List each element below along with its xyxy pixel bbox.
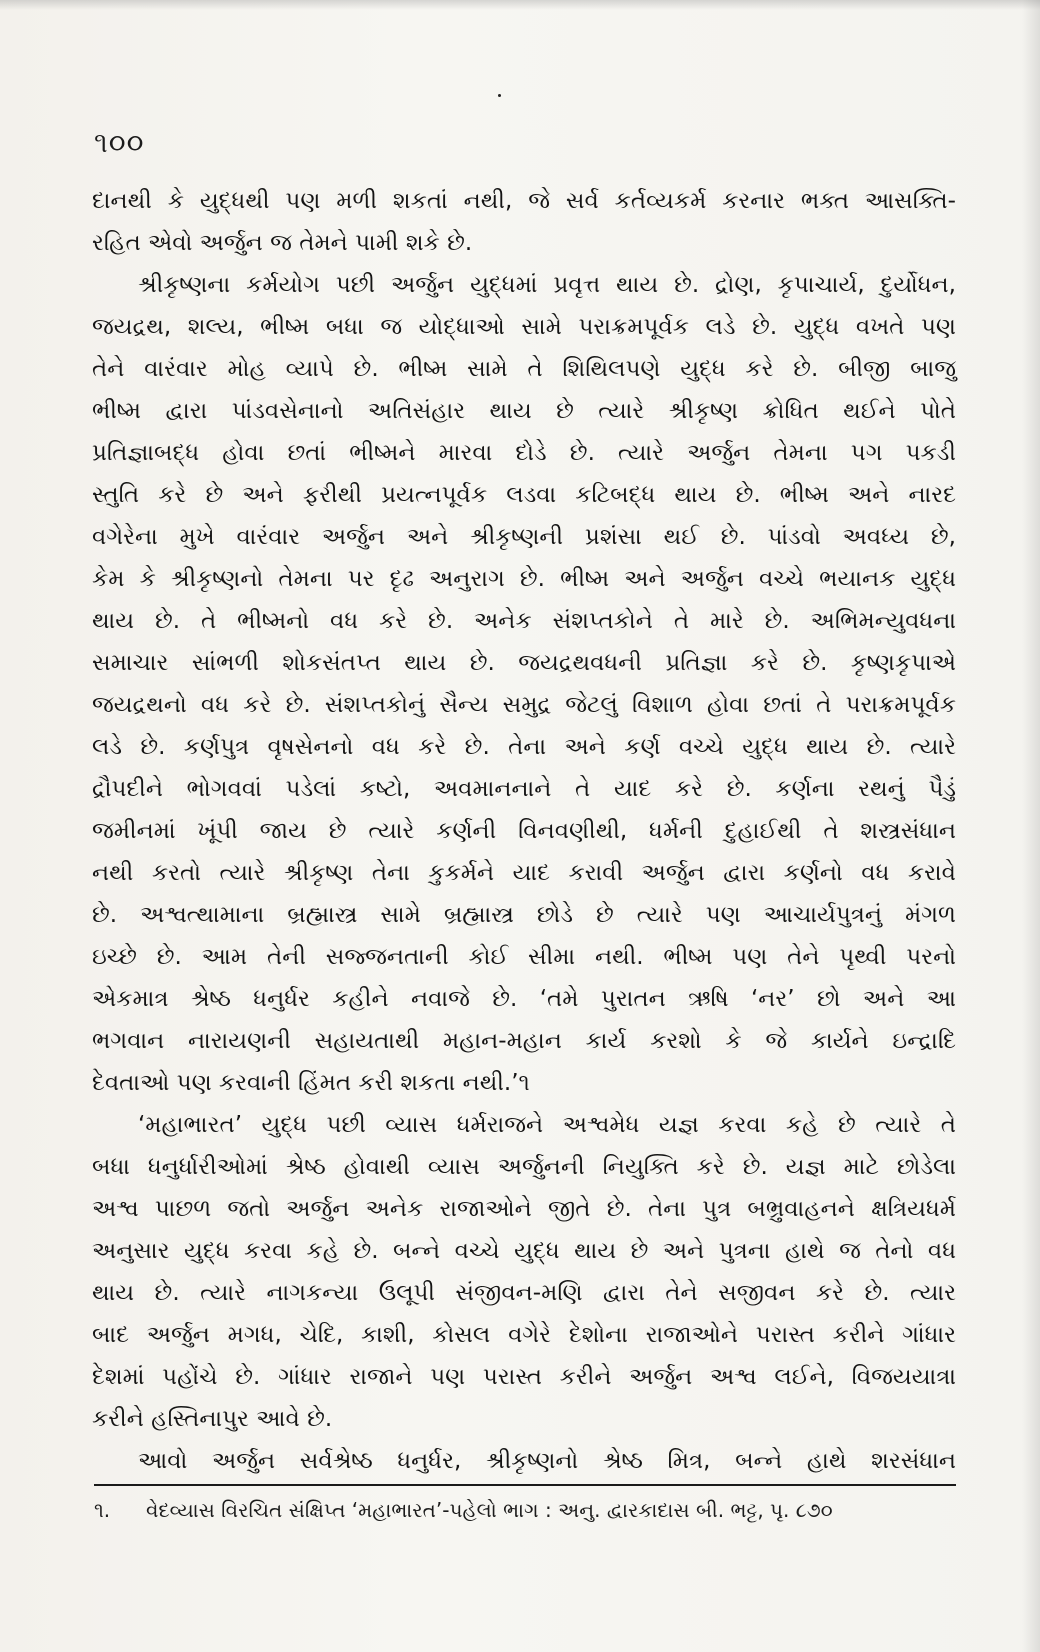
text-line: બધા ધનુર્ધારીઓમાં શ્રેષ્ઠ હોવાથી વ્યાસ અર્જુનની નિયુક્તિ કરે છે. યજ્ઞ માટે છોડેલા [92, 1154, 956, 1180]
text-line: કેમ કે શ્રીકૃષ્ણનો તેમના પર દૃઢ અનુરાગ છે. ભીષ્મ અને અર્જુન વચ્ચે ભયાનક યુદ્ધ [92, 566, 956, 592]
text-line: આવો અર્જુન સર્વશ્રેષ્ઠ ધનુર્ધર, શ્રીકૃષ્ણનો શ્રેષ્ઠ મિત્ર, બન્ને હાથે શરસંધાન [138, 1448, 956, 1474]
text-line: જયદ્રથનો વધ કરે છે. સંશપ્તકોનું સૈન્ય સમુદ્ર જેટલું વિશાળ હોવા છતાં તે પરાક્રમપૂર્વક [92, 692, 956, 718]
text-line: સ્તુતિ કરે છે અને ફરીથી પ્રયત્નપૂર્વક લડવા કટિબદ્ધ થાય છે. ભીષ્મ અને નારદ [92, 482, 956, 508]
text-line: સમાચાર સાંભળી શોકસંતપ્ત થાય છે. જયદ્રથવધની પ્રતિજ્ઞા કરે છે. કૃષ્ણકૃપાએ [92, 650, 956, 676]
text-line: દેશમાં પહોંચે છે. ગાંધાર રાજાને પણ પરાસ્ત કરીને અર્જુન અશ્વ લઈને, વિજયયાત્રા [92, 1364, 956, 1390]
text-line: અશ્વ પાછળ જતો અર્જુન અનેક રાજાઓને જીતે છે. તેના પુત્ર બભ્રુવાહનને ક્ષત્રિયધર્મ [92, 1196, 956, 1222]
text-line: તેને વારંવાર મોહ વ્યાપે છે. ભીષ્મ સામે તે શિથિલપણે યુદ્ધ કરે છે. બીજી બાજુ [92, 356, 956, 382]
text-line: ‘મહાભારત’ યુદ્ધ પછી વ્યાસ ધર્મરાજને અશ્વમેધ યજ્ઞ કરવા કહે છે ત્યારે તે [138, 1112, 956, 1138]
page-top-shadow [0, 0, 1040, 10]
print-speck [498, 94, 501, 97]
text-line: ઇચ્છે છે. આમ તેની સજ્જનતાની કોઈ સીમા નથી. ભીષ્મ પણ તેને પૃથ્વી પરનો [92, 944, 956, 970]
body-text [92, 180, 956, 1482]
footnote-marker: ૧. [94, 1498, 111, 1522]
text-line: બાદ અર્જુન મગધ, ચેદિ, કાશી, કોસલ વગેરે દેશોના રાજાઓને પરાસ્ત કરીને ગાંધાર [92, 1322, 956, 1348]
text-line: કરીને હસ્તિનાપુર આવે છે. [92, 1406, 333, 1432]
text-line: લડે છે. કર્ણપુત્ર વૃષસેનનો વધ કરે છે. તેના અને કર્ણ વચ્ચે યુદ્ધ થાય છે. ત્યારે [92, 734, 956, 760]
text-line: નથી કરતો ત્યારે શ્રીકૃષ્ણ તેના કુકર્મને યાદ કરાવી અર્જુન દ્વારા કર્ણનો વધ કરાવે [92, 860, 956, 886]
text-line: અનુસાર યુદ્ધ કરવા કહે છે. બન્ને વચ્ચે યુદ્ધ થાય છે અને પુત્રના હાથે જ તેનો વધ [92, 1238, 956, 1264]
page-edge-shadow [1022, 0, 1040, 1652]
text-line: શ્રીકૃષ્ણના કર્મયોગ પછી અર્જુન યુદ્ધમાં પ્રવૃત્ત થાય છે. દ્રોણ, કૃપાચાર્ય, દુર્યોધન, [138, 272, 956, 298]
text-line: થાય છે. તે ભીષ્મનો વધ કરે છે. અનેક સંશપ્તકોને તે મારે છે. અભિમન્યુવધના [92, 608, 956, 634]
text-line: રહિત એવો અર્જુન જ તેમને પામી શકે છે. [92, 230, 473, 256]
text-line: થાય છે. ત્યારે નાગકન્યા ઉલૂપી સંજીવન-મણિ દ્વારા તેને સજીવન કરે છે. ત્યાર [92, 1280, 956, 1306]
text-line: વગેરેના મુખે વારંવાર અર્જુન અને શ્રીકૃષ્ણની પ્રશંસા થઈ છે. પાંડવો અવધ્ય છે, [92, 524, 956, 550]
text-line: ભીષ્મ દ્વારા પાંડવસેનાનો અતિસંહાર થાય છે ત્યારે શ્રીકૃષ્ણ ક્રોધિત થઈને પોતે [92, 398, 956, 424]
text-line: દ્રૌપદીને ભોગવવાં પડેલાં કષ્ટો, અવમાનનાને તે યાદ કરે છે. કર્ણના રથનું પૈડું [92, 776, 956, 802]
text-line: જમીનમાં ખૂંપી જાય છે ત્યારે કર્ણની વિનવણીથી, ધર્મની દુહાઈથી તે શસ્ત્રસંધાન [92, 818, 956, 844]
footnote [94, 1495, 956, 1525]
footnote-divider [94, 1484, 956, 1486]
text-line: દાનથી કે યુદ્ધથી પણ મળી શકતાં નથી, જે સર્વ કર્તવ્યકર્મ કરનાર ભક્ત આસક્તિ- [92, 188, 956, 214]
text-line: એકમાત્ર શ્રેષ્ઠ ધનુર્ધર કહીને નવાજે છે. ‘તમે પુરાતન ઋષિ ‘નર’ છો અને આ [92, 986, 956, 1012]
page-number: ૧૦૦ [94, 126, 145, 159]
text-line: દેવતાઓ પણ કરવાની હિંમત કરી શકતા નથી.’૧ [92, 1070, 530, 1096]
text-line: છે. અશ્વત્થામાના બ્રહ્માસ્ત્ર સામે બ્રહ્માસ્ત્ર છોડે છે ત્યારે પણ આચાર્યપુત્રનું મંગળ [92, 902, 956, 928]
footnote-text: વેદવ્યાસ વિરચિત સંક્ષિપ્ત ‘મહાભારત’-પહેલો ભાગ : અનુ. દ્વારકાદાસ બી. ભટ્ટ, પૃ. ૮૭૦ [146, 1498, 833, 1522]
text-line: ભગવાન નારાયણની સહાયતાથી મહાન-મહાન કાર્ય કરશો કે જે કાર્યને ઇન્દ્રાદિ [92, 1028, 956, 1054]
text-line: જયદ્રથ, શલ્ય, ભીષ્મ બધા જ યોદ્ધાઓ સામે પરાક્રમપૂર્વક લડે છે. યુદ્ધ વખતે પણ [92, 314, 956, 340]
text-line: પ્રતિજ્ઞાબદ્ધ હોવા છતાં ભીષ્મને મારવા દોડે છે. ત્યારે અર્જુન તેમના પગ પકડી [92, 440, 956, 466]
